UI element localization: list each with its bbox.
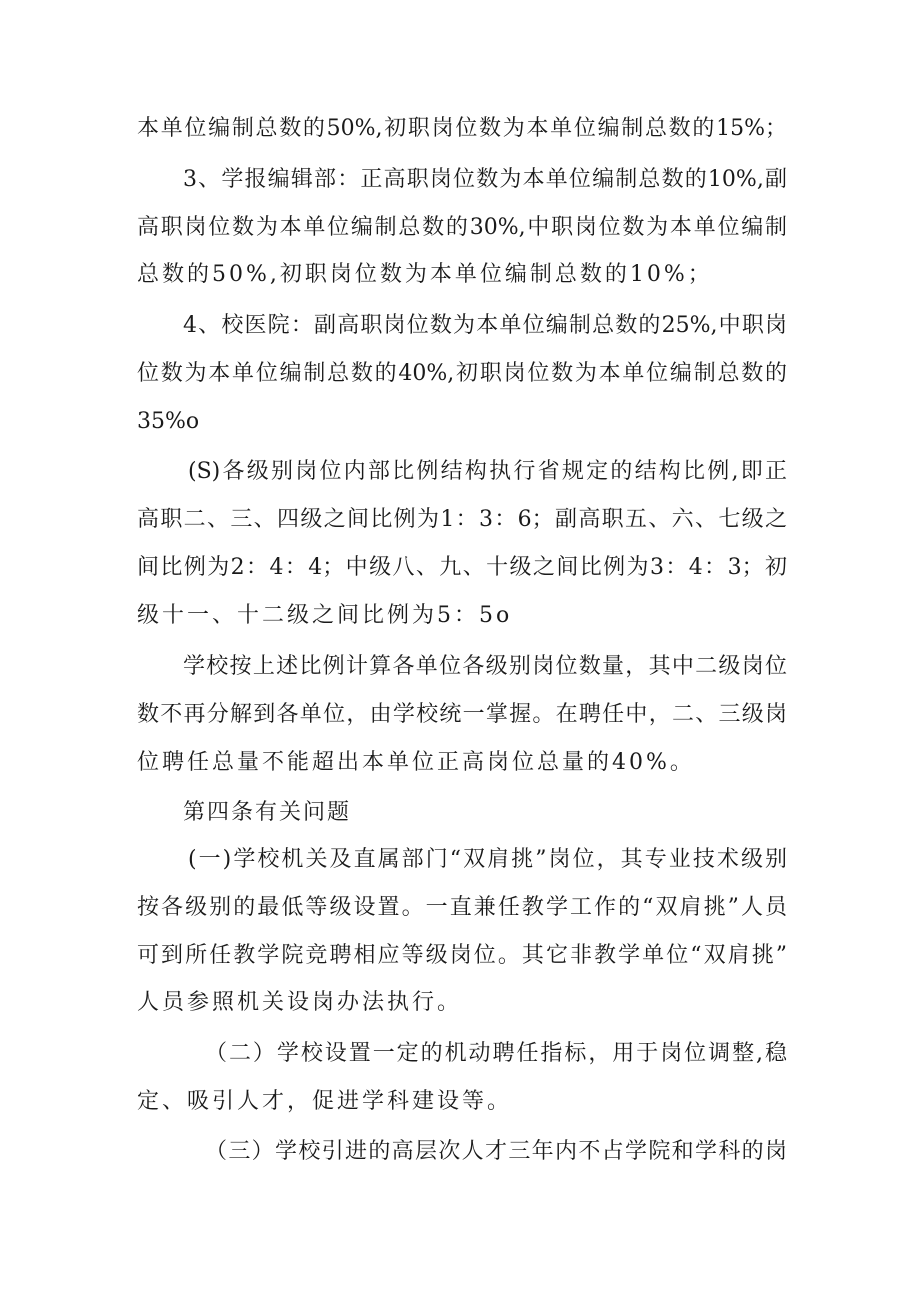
text-line: 间比例为2：4：4；中级八、九、十级之间比例为3：4：3；初 bbox=[137, 555, 787, 580]
text-line: (一)学校机关及直属部门“双肩挑”岗位，其专业技术级别 bbox=[188, 847, 787, 872]
text-line: 本单位编制总数的50%,初职岗位数为本单位编制总数的15%； bbox=[137, 116, 787, 141]
text-line: 位聘任总量不能超出本单位正高岗位总量的40%。 bbox=[137, 750, 695, 775]
text-line: 高职岗位数为本单位编制总数的30%,中职岗位数为本单位编制 bbox=[137, 215, 787, 240]
text-line: 按各级别的最低等级设置。一直兼任教学工作的“双肩挑”人员 bbox=[137, 895, 787, 920]
text-line: 35%o bbox=[137, 409, 200, 434]
text-line: 4、校医院：副高职岗位数为本单位编制总数的25%,中职岗 bbox=[183, 313, 787, 338]
text-line: 可到所任教学院竞聘相应等级岗位。其它非教学单位“双肩挑” bbox=[137, 943, 787, 968]
text-line: 学校按上述比例计算各单位各级别岗位数量，其中二级岗位 bbox=[183, 654, 787, 679]
text-line: 位数为本单位编制总数的40%,初职岗位数为本单位编制总数的 bbox=[137, 361, 787, 386]
text-line: 3、学报编辑部：正高职岗位数为本单位编制总数的10%,副 bbox=[183, 167, 787, 192]
text-line: 高职二、三、四级之间比例为1：3：6；副高职五、六、七级之 bbox=[137, 507, 787, 532]
text-line: 定、吸引人才，促进学科建设等。 bbox=[137, 1089, 513, 1114]
text-line: 总数的50%,初职岗位数为本单位编制总数的10%； bbox=[137, 262, 713, 287]
text-line: 级十一、十二级之间比例为5：5o bbox=[137, 603, 513, 628]
text-line: 人员参照机关设岗办法执行。 bbox=[137, 990, 463, 1015]
text-line: （三）学校引进的高层次人才三年内不占学院和学科的岗 bbox=[205, 1139, 787, 1164]
text-line: 数不再分解到各单位，由学校统一掌握。在聘任中，二、三级岗 bbox=[137, 702, 787, 727]
text-line: (S)各级别岗位内部比例结构执行省规定的结构比例,即正 bbox=[188, 459, 787, 484]
text-line: （二）学校设置一定的机动聘任指标，用于岗位调整,稳 bbox=[205, 1041, 787, 1066]
section-heading: 第四条有关问题 bbox=[183, 800, 352, 825]
